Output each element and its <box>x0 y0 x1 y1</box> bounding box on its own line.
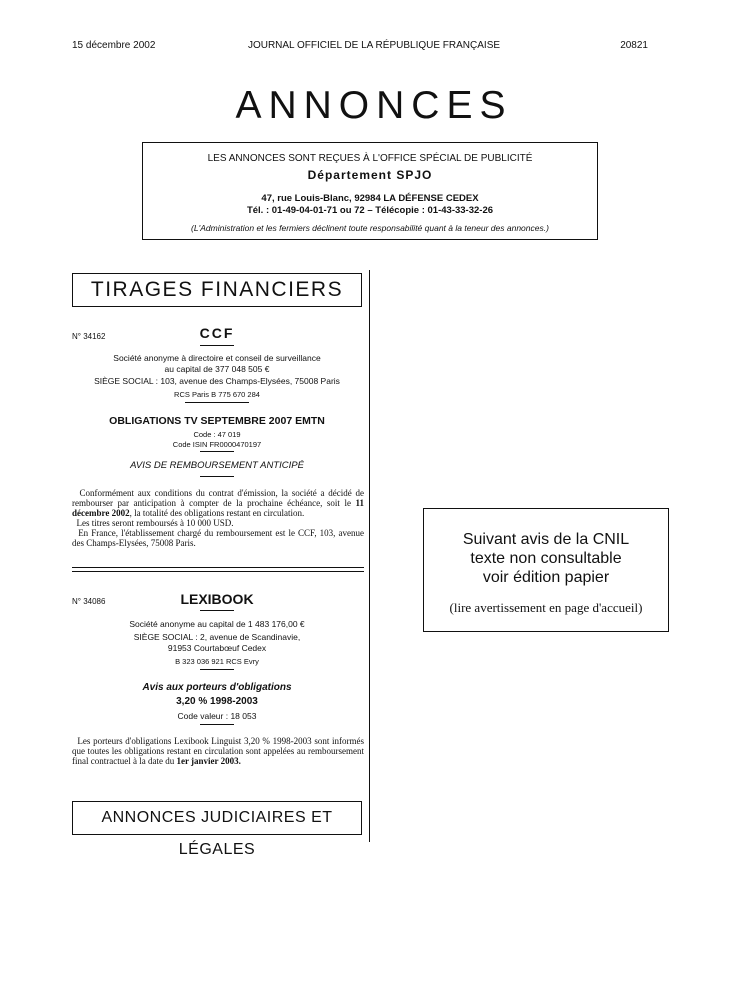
cnil-line-2: texte non consultable <box>470 550 622 567</box>
header-journal: JOURNAL OFFICIEL DE LA RÉPUBLIQUE FRANÇAISE <box>247 40 501 51</box>
lexibook-name-underline <box>200 610 234 611</box>
notice-disclaimer: (L'Administration et les fermiers déclinent toute responsabilité quant à la teneur des annonces.) <box>191 223 549 233</box>
ccf-isin: Code ISIN FR0000470197 <box>172 440 262 449</box>
cnil-line-1: Suivant avis de la CNIL <box>462 531 630 548</box>
ccf-code: Code : 47 019 <box>193 430 241 439</box>
publicity-notice-box <box>142 142 598 240</box>
cnil-warning-link: (lire avertissement en page d'accueil) <box>449 600 643 615</box>
ccf-rule-2 <box>200 451 234 452</box>
lexibook-capital: Société anonyme au capital de 1 483 176,00 € <box>129 619 305 629</box>
ccf-name-underline <box>200 345 234 346</box>
column-divider <box>369 270 370 842</box>
ccf-repayment-date: 11 décembre 2002 <box>72 498 364 518</box>
ccf-paragraph-3: En France, l'établissement chargé du remboursement est le CCF, 103, avenue des Champs-Elysées, 75008 Paris. <box>72 528 364 548</box>
lexibook-rule-2 <box>200 724 234 725</box>
header-page-number: 20821 <box>620 40 648 51</box>
ccf-paragraph-1: Conformément aux conditions du contrat d'émission, la société a décidé de rembourser par anticipation à compter de la prochaine échéance, soit le 11 décembre 2002, la totalité des obligations restant en circulation. <box>72 488 365 518</box>
section-separator <box>72 567 364 572</box>
section-heading-tirages: TIRAGES FINANCIERS <box>72 273 362 307</box>
ccf-announcement-number: N° 34162 <box>72 332 106 341</box>
ccf-capital: au capital de 377 048 505 € <box>164 364 270 374</box>
section-heading-judiciaires: ANNONCES JUDICIAIRES ET LÉGALES <box>72 801 362 835</box>
lexibook-paragraph: Les porteurs d'obligations Lexibook Linguist 3,20 % 1998-2003 sont informés que toutes les obligations restant en circulation sont appelées au remboursement final contractuel à la date du 1er janvier 2003. <box>72 736 365 766</box>
cnil-notice-box <box>423 508 669 632</box>
lexibook-repayment-date: 1er janvier 2003. <box>176 756 241 766</box>
lexibook-rcs: B 323 036 921 RCS Evry <box>175 657 259 666</box>
ccf-company-name: CCF <box>199 325 235 341</box>
lexibook-heading: Avis aux porteurs d'obligations <box>142 682 292 693</box>
cnil-line-3: voir édition papier <box>482 569 610 586</box>
lexibook-rule <box>200 669 234 670</box>
ccf-rule <box>185 402 249 403</box>
lexibook-rate: 3,20 % 1998-2003 <box>176 696 258 707</box>
ccf-body <box>72 488 364 548</box>
ccf-heading: OBLIGATIONS TV SEPTEMBRE 2007 EMTN <box>109 415 325 427</box>
lexibook-company-name: LEXIBOOK <box>180 591 254 607</box>
ccf-legal-form: Société anonyme à directoire et conseil de surveillance <box>113 353 321 363</box>
notice-department: Département SPJO <box>307 168 433 182</box>
lexibook-body <box>72 736 364 766</box>
ccf-paragraph-2: Les titres seront remboursés à 10 000 USD. <box>76 518 234 528</box>
ccf-registered-office: SIÈGE SOCIAL : 103, avenue des Champs-Elysées, 75008 Paris <box>94 376 340 386</box>
ccf-notice-title: AVIS DE REMBOURSEMENT ANTICIPÉ <box>130 460 304 471</box>
lexibook-registered-office: SIÈGE SOCIAL : 2, avenue de Scandinavie, <box>133 632 301 642</box>
page-title: ANNONCES <box>235 84 513 127</box>
ccf-rcs: RCS Paris B 775 670 284 <box>174 390 260 399</box>
header-date: 15 décembre 2002 <box>72 40 156 51</box>
lexibook-announcement-number: N° 34086 <box>72 597 106 606</box>
notice-phone: Tél. : 01-49-04-01-71 ou 72 – Télécopie : 01-43-33-32-26 <box>246 205 494 216</box>
lexibook-code: Code valeur : 18 053 <box>177 711 257 721</box>
lexibook-city: 91953 Courtabœuf Cedex <box>167 643 267 653</box>
cnil-text <box>424 530 668 587</box>
notice-line-1: LES ANNONCES SONT REÇUES À L'OFFICE SPÉCIAL DE PUBLICITÉ <box>207 153 533 164</box>
notice-address: 47, rue Louis-Blanc, 92984 LA DÉFENSE CEDEX <box>261 193 479 204</box>
ccf-rule-3 <box>200 476 234 477</box>
